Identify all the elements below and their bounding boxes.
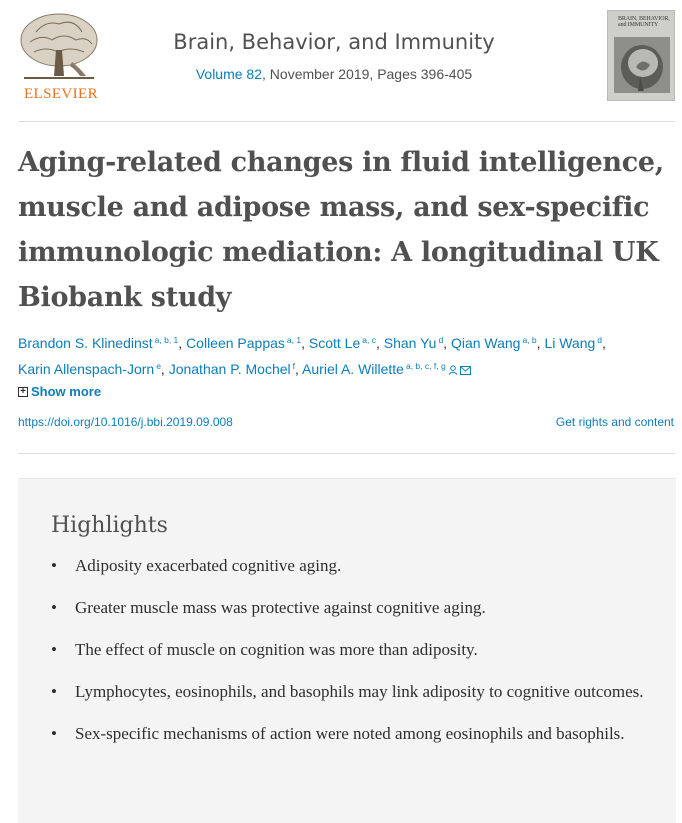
- expand-plus-icon: +: [18, 387, 28, 397]
- author-separator: ,: [178, 335, 183, 351]
- highlight-item: [51, 679, 651, 704]
- author-separator: ,: [375, 335, 380, 351]
- brain-scan-icon: [614, 37, 670, 93]
- highlight-item: [51, 595, 651, 620]
- issue-details: , November 2019, Pages 396-405: [262, 66, 473, 82]
- elsevier-tree-icon: [16, 10, 102, 86]
- bullet-icon: •: [51, 682, 57, 701]
- author-name: Auriel A. Willette: [302, 361, 404, 377]
- author-affiliation-marks: a, b: [522, 335, 537, 345]
- email-icon[interactable]: [460, 366, 471, 375]
- author-list: [18, 329, 678, 381]
- author-link[interactable]: [384, 335, 443, 351]
- bullet-icon: •: [51, 598, 57, 617]
- show-more-button[interactable]: [18, 384, 101, 399]
- author-link[interactable]: [18, 361, 161, 377]
- author-name: Colleen Pappas: [186, 335, 285, 351]
- highlight-item: [51, 553, 651, 578]
- author-name: Qian Wang: [450, 335, 521, 351]
- highlight-text: Adiposity exacerbated cognitive aging.: [75, 556, 342, 575]
- highlight-text: Greater muscle mass was protective against cognitive aging.: [75, 598, 486, 617]
- author-affiliation-marks: a, 1: [286, 335, 302, 345]
- content-divider: [18, 453, 675, 454]
- author-name: Brandon S. Klinedinst: [18, 335, 153, 351]
- bullet-icon: •: [51, 724, 57, 743]
- elsevier-wordmark: ELSEVIER: [23, 86, 99, 102]
- author-affiliation-marks: a, b, c, f, g: [405, 361, 446, 371]
- article-title: Aging-related changes in fluid intelligence, muscle and adipose mass, and sex-specific immunologic mediation: A longitudinal UK Biobank study: [18, 147, 664, 313]
- author-affiliation-marks: f: [292, 361, 296, 371]
- elsevier-logo[interactable]: [16, 10, 102, 104]
- header-divider: [18, 121, 675, 122]
- author-separator: ,: [301, 335, 305, 351]
- highlights-heading: Highlights: [51, 513, 168, 538]
- author-link[interactable]: [544, 335, 602, 351]
- author-name: Karin Allenspach-Jorn: [18, 361, 155, 377]
- author-link[interactable]: [451, 335, 537, 351]
- highlight-item: [51, 721, 651, 746]
- author-separator: ,: [295, 361, 299, 377]
- author-affiliation-marks: d: [597, 335, 603, 345]
- author-name: Scott Le: [308, 335, 361, 351]
- author-name: Shan Yu: [383, 335, 437, 351]
- author-separator: ,: [602, 335, 606, 351]
- get-rights-link[interactable]: Get rights and content: [555, 415, 674, 429]
- highlight-text: Lymphocytes, eosinophils, and basophils may link adiposity to cognitive outcomes.: [75, 682, 644, 701]
- author-affiliation-marks: a, c: [362, 335, 376, 345]
- highlight-item: [51, 637, 651, 662]
- highlights-list: [51, 553, 651, 763]
- highlight-text: The effect of muscle on cognition was more than adiposity.: [75, 640, 478, 659]
- author-link[interactable]: [18, 335, 178, 351]
- author-affiliation-marks: e: [156, 361, 161, 371]
- author-separator: ,: [160, 361, 165, 377]
- author-name: Jonathan P. Mochel: [168, 361, 291, 377]
- highlights-section: [18, 478, 676, 823]
- author-link[interactable]: [302, 361, 471, 377]
- journal-cover-thumbnail[interactable]: [607, 10, 675, 101]
- author-affiliation-marks: d: [438, 335, 444, 345]
- doi-link[interactable]: https://doi.org/10.1016/j.bbi.2019.09.008: [18, 415, 233, 429]
- author-link[interactable]: [309, 335, 376, 351]
- volume-link[interactable]: Volume 82: [195, 66, 263, 82]
- journal-title[interactable]: Brain, Behavior, and Immunity: [173, 30, 495, 54]
- author-link[interactable]: [169, 361, 295, 377]
- author-name: Li Wang: [544, 335, 596, 351]
- journal-issue-info: [140, 66, 528, 82]
- show-more-label: Show more: [31, 384, 102, 399]
- author-separator: ,: [536, 335, 541, 351]
- corresponding-author-icon[interactable]: [448, 365, 458, 375]
- bullet-icon: •: [51, 640, 57, 659]
- article-header: [0, 0, 682, 122]
- bullet-icon: •: [51, 556, 57, 575]
- author-link[interactable]: [186, 335, 301, 351]
- highlight-text: Sex-specific mechanisms of action were noted among eosinophils and basophils.: [75, 724, 625, 743]
- author-affiliation-marks: a, b, 1: [154, 335, 179, 345]
- cover-title: BRAIN, BEHAVIOR, and IMMUNITY: [618, 16, 670, 28]
- author-separator: ,: [443, 335, 448, 351]
